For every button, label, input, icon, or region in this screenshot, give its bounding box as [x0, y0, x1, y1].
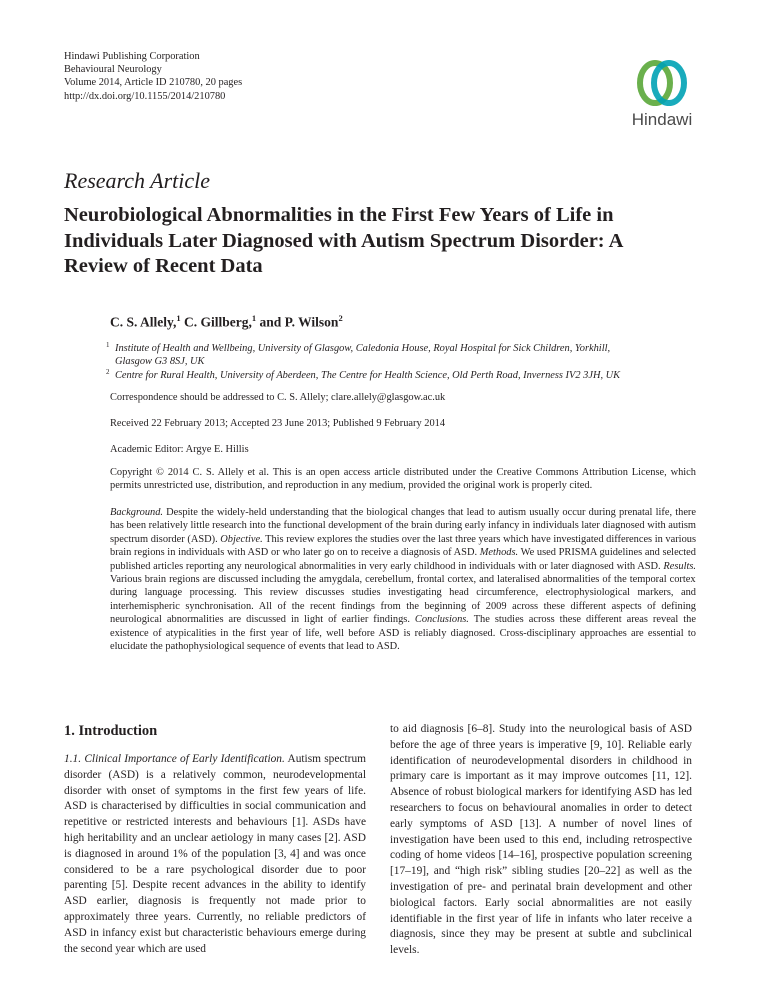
- abstract-methods-text: We used PRISMA guidelines and selected published articles reporting any neurological abnormalities in very early childhood in individuals with or later diagnosed with ASD.: [110, 547, 696, 572]
- volume-line: Volume 2014, Article ID 210780, 20 pages: [64, 77, 243, 89]
- affiliation-1-continued: Glasgow G3 8SJ, UK: [115, 356, 205, 368]
- affiliation-mark: 1: [106, 341, 110, 349]
- abstract-label-conclusions: Conclusions.: [414, 614, 469, 626]
- author-affiliation-mark: 1: [251, 313, 257, 323]
- author-affiliation-mark: 2: [338, 313, 343, 323]
- abstract-results-text: Various brain regions are discussed including the amygdala, cerebellum, frontal cortex, and lateralised abnormalities of the temporal cortex during language processing. This review discusses studies investigating head circumference, electrophysiological markers, and interhemispheric synchronisation. All of the recent findings from the beginning of 2009 across these different aspects of defining neurological abnormalities are discussed in light of earlier findings.: [110, 574, 696, 626]
- abstract-label-results: Results.: [663, 560, 696, 572]
- author-affiliation-mark: 1: [176, 313, 181, 323]
- subsection-heading: 1.1. Clinical Importance of Early Identification.: [64, 753, 285, 765]
- hindawi-logo: [622, 58, 702, 132]
- abstract-objective-text: This review explores the studies over the last three years which have investigated differences in various brain regions in individuals with ASD or who later go on to receive a diagnosis of ASD.: [110, 533, 697, 559]
- doi-link[interactable]: http://dx.doi.org/10.1155/2014/210780: [64, 90, 226, 102]
- author-name: C. Gillberg,: [180, 314, 252, 330]
- body-column-left: [64, 722, 366, 957]
- publication-info: [64, 50, 242, 103]
- copyright-notice: Copyright © 2014 C. S. Allely et al. This is an open access article distributed under the Creative Commons Attribution License, which permits unrestricted use, distribution, and reproduction in any medium, provided the original work is properly cited.: [110, 467, 696, 492]
- author-name: C. S. Allely,: [110, 314, 177, 330]
- author-list: [110, 313, 343, 331]
- abstract-background-text: Despite the widely-held understanding that the biological changes that lead to autism usually occur during prenatal life, there has been relatively little research into the functional development of the brain during early infancy in individuals later diagnosed with autism spectrum disorder (ASD).: [110, 507, 696, 545]
- body-column-right: [390, 722, 692, 959]
- hindawi-logo-icon: [634, 58, 690, 108]
- publisher-name: Hindawi Publishing Corporation: [64, 51, 200, 62]
- correspondence: Correspondence should be addressed to C. S. Allely; clare.allely@glasgow.ac.uk: [110, 392, 446, 403]
- affiliation-text: Institute of Health and Wellbeing, University of Glasgow, Caledonia House, Royal Hospital for Sick Children, Yorkhill,: [115, 343, 611, 354]
- journal-name: Behavioural Neurology: [64, 64, 162, 76]
- abstract-label-objective: Objective.: [220, 533, 263, 545]
- logo-text: Hindawi: [631, 110, 693, 129]
- article-type: Research Article: [64, 168, 211, 193]
- affiliation-1: [106, 342, 666, 355]
- paragraph-text: Autism spectrum disorder (ASD) is a relatively common, neurodevelopmental disorder with onset of symptoms in the first few years of life. ASD is characterised by difficulties in social communication and repetitive or restricted interests and behaviours [1]. ASDs have high heritability and an unclear aetiology in many cases [2]. ASD is diagnosed in around 1% of the population [3, 4] and was once considered to be a rare psychological disorder due to poor parenting [5]. Despite recent advances in the ability to identify ASD earlier, diagnosis is frequently not made prior to approximately three years. Currently, no reliable predictors of ASD in infancy exist but characteristic behaviours emerge during the second year which are used: [64, 753, 366, 955]
- author-name: and P. Wilson: [256, 314, 339, 330]
- affiliation-text: Centre for Rural Health, University of Aberdeen, The Centre for Health Science, Old Perth Road, Inverness IV2 3JH, UK: [115, 369, 621, 381]
- affiliations: [106, 342, 666, 382]
- affiliation-2: [106, 369, 666, 382]
- section-heading: 1. Introduction: [64, 723, 158, 739]
- affiliation-mark: 2: [106, 367, 110, 376]
- abstract-conclusions-text: The studies across these different areas reveal the existence of atypicalities in the first year of life, well before ASD is reliably diagnosed. Cross-disciplinary approaches are essential to elucidate the pathophysiological sequence of events that lead to ASD.: [110, 614, 696, 653]
- paragraph: [64, 752, 366, 957]
- abstract-label-methods: Methods.: [479, 547, 519, 559]
- academic-editor: Academic Editor: Argye E. Hillis: [110, 444, 249, 455]
- abstract-label-background: Background.: [110, 507, 163, 518]
- publication-dates: Received 22 February 2013; Accepted 23 June 2013; Published 9 February 2014: [110, 418, 446, 429]
- abstract: [110, 506, 696, 653]
- article-title: Neurobiological Abnormalities in the First Few Years of Life in Individuals Later Diagnosed with Autism Spectrum Disorder: A Review of Recent Data: [64, 204, 623, 277]
- paragraph-text: to aid diagnosis [6–8]. Study into the neurological basis of ASD before the age of three years is imperative [9, 10]. Reliable early identification of neurodevelopmental disorders in childhood in primary care is important as it may improve outcomes [11, 12]. Absence of robust biological markers for identifying ASD has led researchers to focus on behavioural anomalies in order to detect early symptoms of ASD [13]. A number of novel lines of investigation have been used to this end, including retrospective coding of home videos [14–16], prospective population screening [17–19], and “high risk” sibling studies [20–22] as well as the investigation of pre- and perinatal brain development and other biological factors. Early social abnormalities are not easily identifiable in the first year of life in infants who later receive a diagnosis, since they may be present at subtle and subclinical levels.: [390, 723, 692, 957]
